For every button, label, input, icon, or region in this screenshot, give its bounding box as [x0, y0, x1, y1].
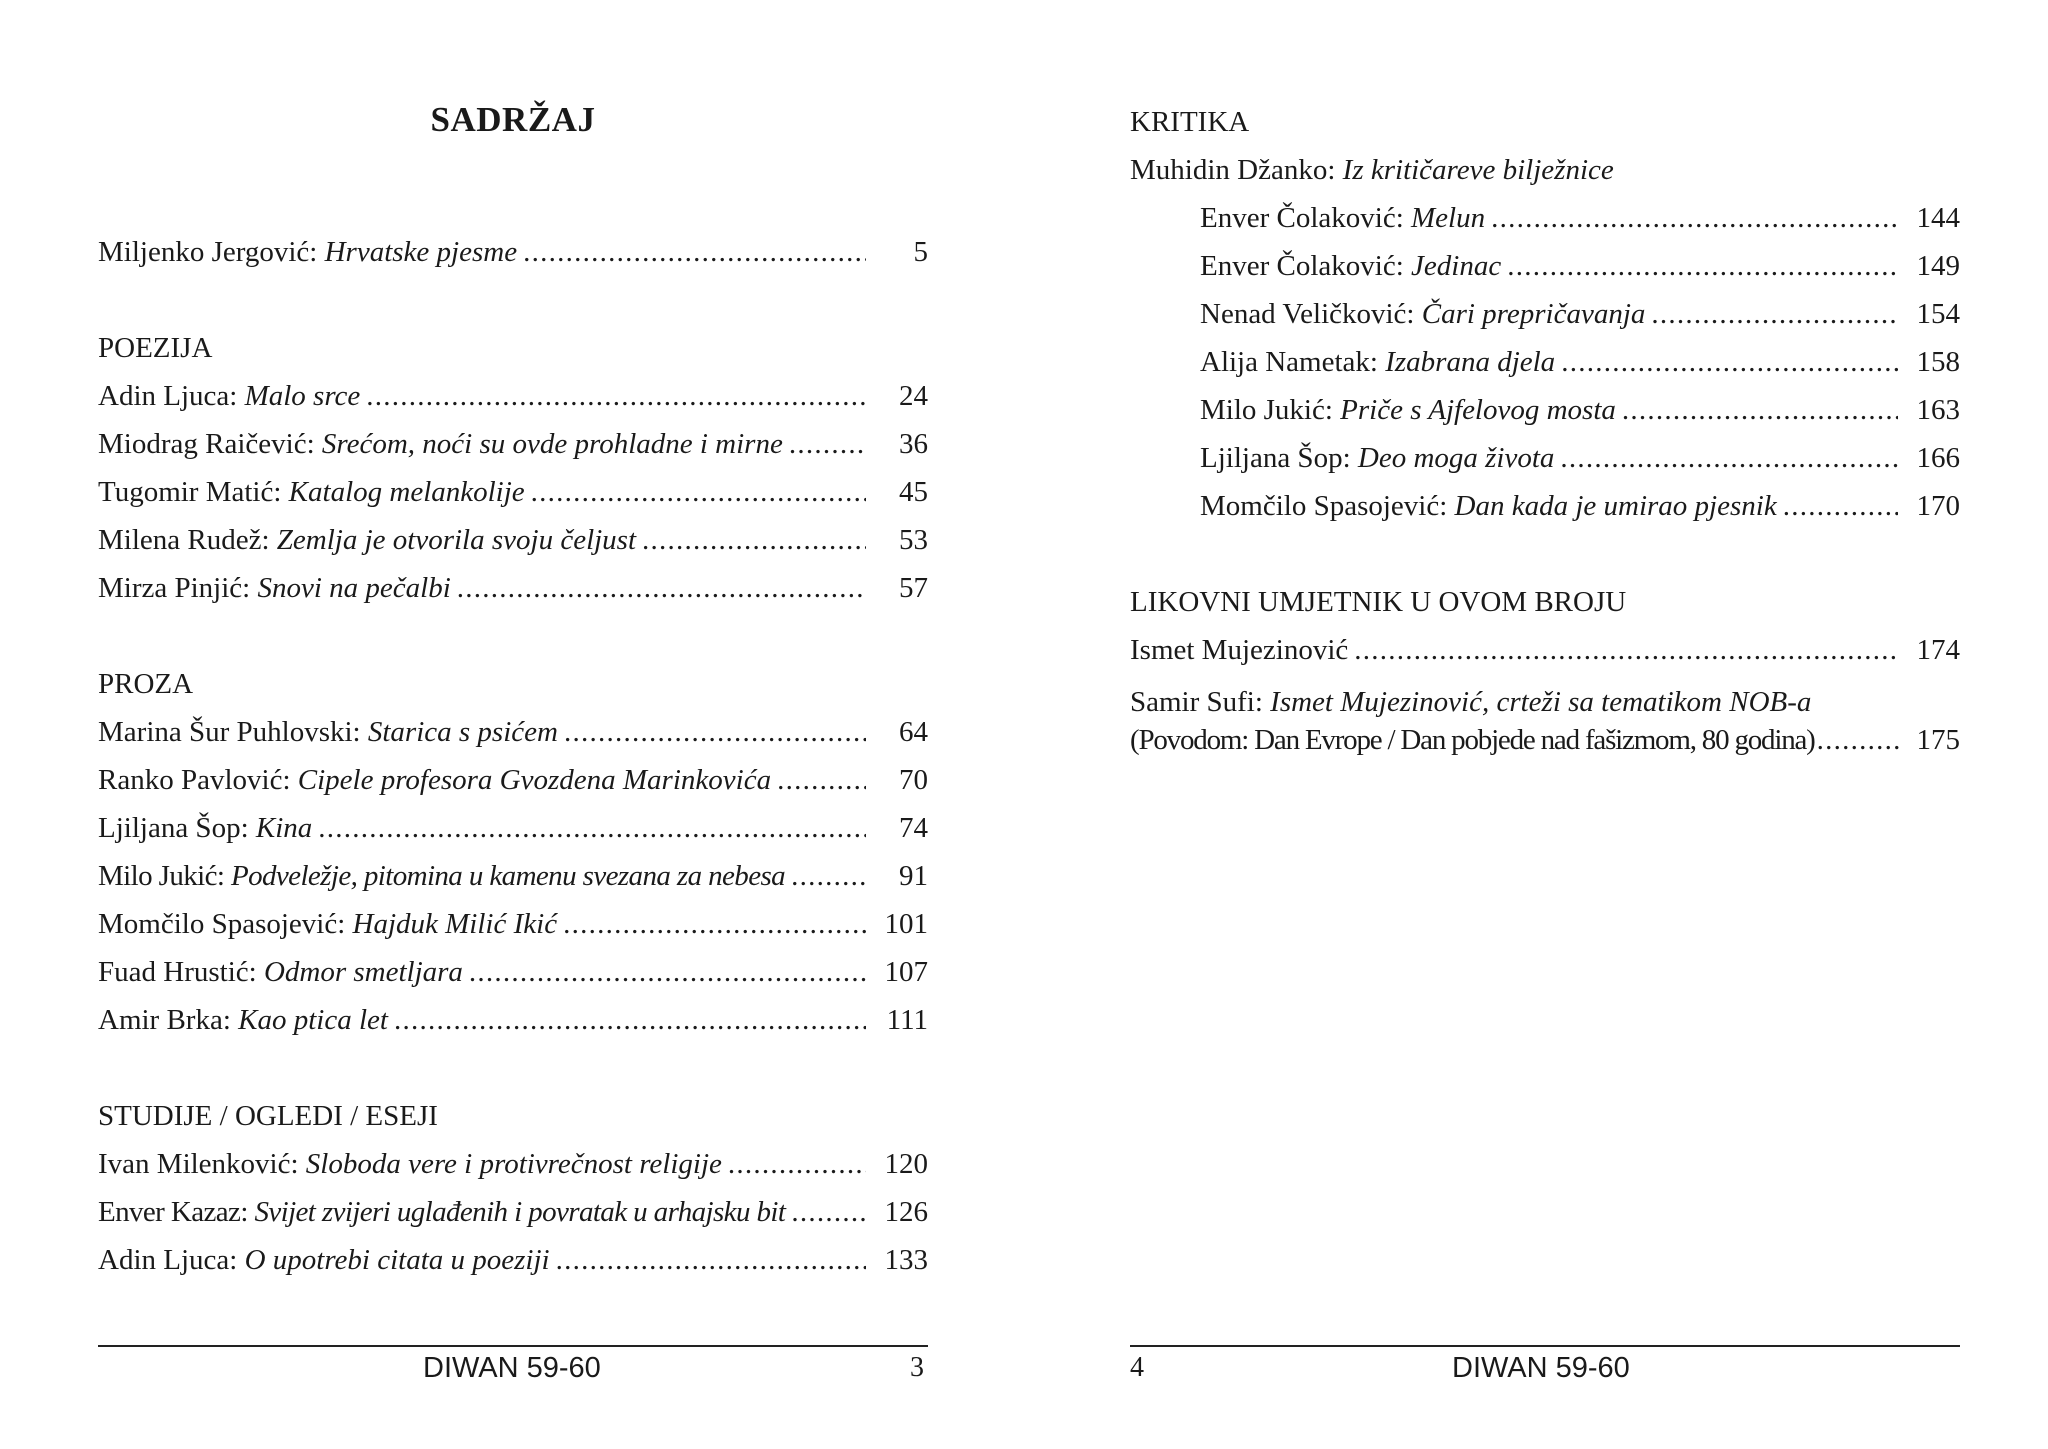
- entry-author: Ljiljana Šop:: [98, 812, 249, 844]
- entry-work: Melun: [1411, 202, 1486, 234]
- leader-dots: [1354, 626, 1898, 674]
- footer-journal-title: DIWAN 59-60: [1452, 1352, 1630, 1384]
- footer-rule: [1130, 1345, 1960, 1347]
- leader-dots: [777, 756, 866, 804]
- toc-entry-title: [1130, 674, 1960, 722]
- footer-page-number: 3: [910, 1352, 924, 1383]
- leader-dots: [366, 372, 866, 420]
- entry-page: 45: [899, 476, 928, 508]
- leader-dots: [791, 852, 866, 900]
- entry-work: Malo srce: [244, 380, 361, 412]
- entry-page: 70: [899, 764, 928, 796]
- leader-dots: [1817, 722, 1900, 758]
- entry-author: Samir Sufi:: [1130, 686, 1263, 718]
- toc-entry: [98, 708, 928, 756]
- toc-entry: [98, 1236, 928, 1284]
- entry-author: Miljenko Jergović:: [98, 236, 318, 268]
- entry-page: 170: [1916, 490, 1960, 522]
- toc-entry: [1130, 482, 1960, 530]
- entry-work: Zemlja je otvorila svoju čeljust: [276, 524, 637, 556]
- entry-work: Kao ptica let: [238, 1004, 388, 1036]
- toc-entry: [1130, 722, 1960, 758]
- leader-dots: [563, 900, 866, 948]
- entry-author: Amir Brka:: [98, 1004, 231, 1036]
- entry-work: Odmor smetljara: [263, 956, 463, 988]
- toc-entry: [98, 900, 928, 948]
- toc-entry: [98, 372, 928, 420]
- entry-author: Miodrag Raičević:: [98, 428, 315, 460]
- entry-work: Srećom, noći su ovde prohladne i mirne: [321, 428, 783, 460]
- entry-author: Ranko Pavlović:: [98, 764, 291, 796]
- entry-work: Kina: [255, 812, 313, 844]
- toc-entry: [98, 948, 928, 996]
- leader-dots: [642, 516, 866, 564]
- leader-dots: [1560, 434, 1898, 482]
- entry-page: 111: [886, 1004, 928, 1036]
- entry-page: 144: [1916, 202, 1960, 234]
- entry-work: Dan kada je umirao pjesnik: [1454, 490, 1777, 522]
- entry-work: Izabrana djela: [1385, 346, 1556, 378]
- entry-page: 64: [899, 716, 928, 748]
- entry-work: O upotrebi citata u poeziji: [244, 1244, 550, 1276]
- toc-entry: [98, 564, 928, 612]
- leader-dots: [564, 708, 866, 756]
- entry-work: Sloboda vere i protivrečnost religije: [305, 1148, 722, 1180]
- toc-entry: [98, 852, 928, 900]
- entry-author: Momčilo Spasojević:: [1200, 490, 1448, 522]
- leader-dots: [1491, 194, 1898, 242]
- entry-author: Adin Ljuca:: [98, 380, 238, 412]
- entry-note: (Povodom: Dan Evrope / Dan pobjede nad fašizmom, 80 godina): [1130, 724, 1815, 756]
- toc-entry: [1130, 434, 1960, 482]
- page-title: SADRŽAJ: [430, 100, 596, 139]
- entry-page: 133: [884, 1244, 928, 1276]
- entry-page: 166: [1916, 442, 1960, 474]
- section-heading-studije: STUDIJE / OGLEDI / ESEJI: [98, 1100, 438, 1132]
- entry-page: 126: [884, 1196, 928, 1228]
- entry-work: Deo moga života: [1357, 442, 1555, 474]
- leader-dots: [469, 948, 866, 996]
- leader-dots: [523, 228, 866, 276]
- entry-work: Priče s Ajfelovog mosta: [1340, 394, 1616, 426]
- entry-page: 163: [1916, 394, 1960, 426]
- section-heading-kritika: KRITIKA: [1130, 106, 1250, 138]
- toc-left: [98, 228, 928, 1284]
- toc-entry: [98, 420, 928, 468]
- entry-work: Iz kritičareve bilježnice: [1342, 154, 1614, 186]
- leader-dots: [556, 1236, 866, 1284]
- entry-page: 154: [1916, 298, 1960, 330]
- leader-dots: [1561, 338, 1898, 386]
- entry-author: Milo Jukić:: [98, 860, 225, 892]
- entry-author: Tugomir Matić:: [98, 476, 282, 508]
- entry-page: 107: [884, 956, 928, 988]
- leader-dots: [318, 804, 866, 852]
- entry-author: Enver Kazaz:: [98, 1196, 248, 1228]
- entry-page: 175: [1916, 724, 1960, 756]
- entry-author: Milo Jukić:: [1200, 394, 1333, 426]
- leader-dots: [789, 420, 866, 468]
- entry-work: Ismet Mujezinović, crteži sa tematikom NOB-a: [1270, 686, 1812, 718]
- toc-entry: [98, 756, 928, 804]
- leader-dots: [394, 996, 866, 1044]
- entry-author: Mirza Pinjić:: [98, 572, 251, 604]
- entry-page: 101: [884, 908, 928, 940]
- entry-page: 36: [899, 428, 928, 460]
- left-page: [98, 0, 928, 1449]
- toc-entry: [1130, 338, 1960, 386]
- entry-work: Hajduk Milić Ikić: [352, 908, 558, 940]
- footer-journal-title: DIWAN 59-60: [423, 1352, 601, 1384]
- leader-dots: [531, 468, 866, 516]
- leader-dots: [791, 1188, 866, 1236]
- leader-dots: [1651, 290, 1898, 338]
- leader-dots: [457, 564, 866, 612]
- footer-rule: [98, 1345, 928, 1347]
- entry-author: Ljiljana Šop:: [1200, 442, 1351, 474]
- entry-author: Enver Čolaković:: [1200, 202, 1404, 234]
- toc-entry: [98, 1140, 928, 1188]
- entry-page: 24: [899, 380, 928, 412]
- toc-entry: [1130, 386, 1960, 434]
- entry-author: Adin Ljuca:: [98, 1244, 238, 1276]
- entry-page: 53: [899, 524, 928, 556]
- entry-author: Fuad Hrustić:: [98, 956, 257, 988]
- entry-author: Nenad Veličković:: [1200, 298, 1415, 330]
- entry-work: Podveležje, pitomina u kamenu svezana za nebesa: [230, 860, 786, 892]
- toc-entry: [1130, 242, 1960, 290]
- entry-page: 74: [899, 812, 928, 844]
- entry-author: Milena Rudež:: [98, 524, 270, 556]
- entry-page: 57: [899, 572, 928, 604]
- toc-entry: [1130, 290, 1960, 338]
- leader-dots: [1622, 386, 1898, 434]
- toc-entry: [1130, 626, 1960, 674]
- entry-author: Muhidin Džanko:: [1130, 154, 1336, 186]
- section-heading-likovni: LIKOVNI UMJETNIK U OVOM BROJU: [1130, 586, 1627, 618]
- entry-author: Marina Šur Puhlovski:: [98, 716, 361, 748]
- entry-work: Snovi na pečalbi: [257, 572, 451, 604]
- entry-page: 120: [884, 1148, 928, 1180]
- entry-page: 149: [1916, 250, 1960, 282]
- leader-dots: [1783, 482, 1898, 530]
- toc-entry: [98, 468, 928, 516]
- entry-work: Jedinac: [1411, 250, 1502, 282]
- right-page: [1130, 0, 1960, 1449]
- toc-right: [1130, 98, 1960, 758]
- entry-author: Enver Čolaković:: [1200, 250, 1404, 282]
- entry-page: 158: [1916, 346, 1960, 378]
- entry-author: Ivan Milenković:: [98, 1148, 299, 1180]
- entry-work: Hrvatske pjesme: [324, 236, 518, 268]
- entry-work: Čari prepričavanja: [1421, 298, 1646, 330]
- toc-entry: [98, 228, 928, 276]
- entry-author: Ismet Mujezinović: [1130, 634, 1349, 666]
- entry-page: 5: [913, 236, 928, 268]
- section-heading-poezija: POEZIJA: [98, 332, 213, 364]
- entry-work: Cipele profesora Gvozdena Marinkovića: [297, 764, 772, 796]
- leader-dots: [1507, 242, 1898, 290]
- section-heading-proza: PROZA: [98, 668, 194, 700]
- toc-entry: [98, 516, 928, 564]
- entry-work: Svijet zvijeri uglađenih i povratak u arhajsku bit: [254, 1196, 786, 1228]
- toc-entry: [98, 996, 928, 1044]
- entry-author: Alija Nametak:: [1200, 346, 1378, 378]
- entry-work: Starica s psićem: [367, 716, 558, 748]
- toc-lead-entry: [1130, 146, 1960, 194]
- entry-work: Katalog melankolije: [288, 476, 525, 508]
- footer-page-number: 4: [1130, 1352, 1144, 1383]
- leader-dots: [728, 1140, 866, 1188]
- toc-entry: [98, 804, 928, 852]
- toc-entry: [1130, 194, 1960, 242]
- entry-page: 91: [899, 860, 928, 892]
- entry-author: Momčilo Spasojević:: [98, 908, 346, 940]
- entry-page: 174: [1916, 634, 1960, 666]
- toc-entry: [98, 1188, 928, 1236]
